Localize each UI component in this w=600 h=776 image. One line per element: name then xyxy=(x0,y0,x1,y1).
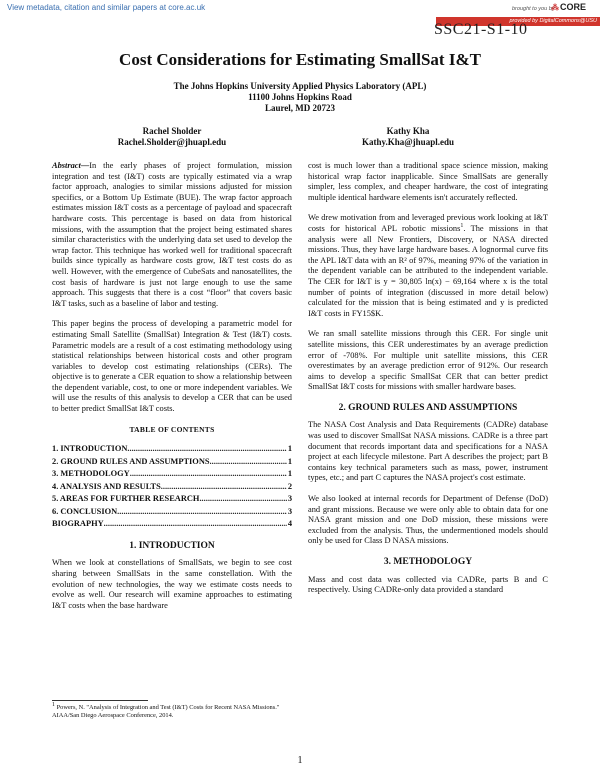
paper-title: Cost Considerations for Estimating SmallSat I&T xyxy=(119,50,481,69)
left-column xyxy=(52,161,292,621)
affiliation-street: 11100 Johns Hopkins Road xyxy=(248,92,352,102)
author-block-2 xyxy=(318,126,498,148)
paragraph: The NASA Cost Analysis and Data Requirements (CADRe) database was used to discover SmallSat NASA missions. CADRe is a three part document that records important data and specifications for a NASA project at each lifecycle milestone. Part A describes the project; part B contains key technical parameters such as mass, power, instrument types, etc.; and part C captures the NASA project's cost estimate. xyxy=(308,420,548,483)
introduction-text: When we look at constellations of SmallSats, we begin to see cost sharing between SmallSats in the same constellation. With the evolution of new technologies, the way we estimate costs needs to evolve as well. Our research will examine approaches to estimating I&T costs when the base hardware xyxy=(52,558,292,610)
toc-entry-page: 3 xyxy=(287,494,292,504)
toc-entry-label: 5. AREAS FOR FURTHER RESEARCH xyxy=(52,494,200,504)
paragraph-text: We drew motivation from and leveraged previous work looking at I&T costs for historical APL robotic missions xyxy=(308,213,548,233)
toc-title: TABLE OF CONTENTS xyxy=(129,424,215,434)
toc-entry-page: 1 xyxy=(287,444,292,454)
right-column xyxy=(308,161,548,606)
paragraph xyxy=(308,213,548,319)
toc-entry-page: 4 xyxy=(287,519,292,529)
toc-entry-page: 1 xyxy=(287,456,292,466)
toc-entry-page: 2 xyxy=(287,481,292,491)
core-logo-icon: ⁂ xyxy=(551,2,559,12)
provided-by-banner[interactable]: provided by DigitalCommons@USU xyxy=(436,17,600,26)
intro-paragraph: This paper begins the process of developing a parametric model for estimating Small Satellite (SmallSat) Integration & Test (I&T) costs. Parametric models are a result of a cost estimating methodology using statistical relationships between historical costs and other program variables to develop cost estimating relationships (CERs). The objective is to generate a CER equation to show a relationship between the dependent variable, cost, to one or more independent variables. We will use the results of this analysis to develop a CER that can be used to better predict SmallSat I&T costs. xyxy=(52,319,292,414)
toc-entry-label: 3. METHODOLOGY xyxy=(52,469,130,479)
affiliation-city: Laurel, MD 20723 xyxy=(264,103,336,113)
toc-entry[interactable] xyxy=(52,468,292,481)
toc-leader xyxy=(161,481,287,494)
toc-entry-label: 6. CONCLUSION xyxy=(52,506,118,516)
toc-entry[interactable] xyxy=(52,481,292,494)
footnote-marker: 1 xyxy=(52,701,55,708)
toc-leader xyxy=(127,443,286,456)
section-heading-ground-rules: 2. GROUND RULES AND ASSUMPTIONS xyxy=(338,402,518,413)
toc-entry[interactable] xyxy=(52,456,292,469)
core-logo-text: CORE xyxy=(560,2,587,12)
toc-entry-page: 1 xyxy=(287,469,292,479)
author-email[interactable]: Kathy.Kha@jhuapl.edu xyxy=(362,137,454,147)
paper-id: SSC21-S1-10 xyxy=(434,21,528,38)
toc-entry-label: 1. INTRODUCTION xyxy=(52,444,128,454)
paragraph-text: . The missions in that analysis were all New Frontiers, Discovery, or NASA directed missions. Thus, they have large hardware bases. A lognormal curve fits the APL I&T data with an R² of 97%, meaning 97% of the variation in the dependent variable can be attributed to the independent variable. The CER for I&T is y = 30,805 ln(x) − 69,164 where x is the total number of points of integration (discussed in more detail below) calculated for the mission that is being estimated and y is predicted I&T costs in FY15$K. xyxy=(308,223,548,318)
toc-entry[interactable] xyxy=(52,518,292,531)
toc-leader xyxy=(104,518,287,531)
abstract-text: In the early phases of project formulation, mission integration and test (I&T) costs are typically estimated via a wrap factor approach, analogies to similar missions adjusted for mission specifics, or a Bottom Up Estimate (BUE). The wrap factor approach estimates mission I&T costs as a percentage of payload and spacecraft hardware costs. This percentage is based on data from historical missions, with the assumption that the project being estimated shares similar characteristics with the underlying data set used to develop the wrap factor. This technique has worked well for traditional spacecraft builds since typically as hardware costs grow, I&T test costs do as well. However, with the emergence of CubeSats and nanosatellites, the cost basis of hardware is just not large enough to use the same approach. This suggests that there is a cost “floor” that covers basic I&T tasks, such as a baseline of labor and testing. xyxy=(52,161,292,308)
toc-entry[interactable] xyxy=(52,493,292,506)
affiliation-org: The Johns Hopkins University Applied Physics Laboratory (APL) xyxy=(173,81,427,91)
paragraph: cost is much lower than a traditional space science mission, making historical wrap factor inapplicable. Since SmallSats are generally simpler, less complex, and cheaper hardware, the cost of integrating multiple identical hardware elements isn't accurately reflected. xyxy=(308,161,548,202)
toc-entry-label: BIOGRAPHY xyxy=(52,519,104,529)
author-name: Kathy Kha xyxy=(386,126,430,136)
brought-by-text: brought to you by xyxy=(512,6,555,12)
toc-entry-page: 3 xyxy=(287,506,292,516)
toc-entry[interactable] xyxy=(52,443,292,456)
footnote-ref[interactable]: 1 xyxy=(460,223,464,230)
toc-leader xyxy=(210,456,287,469)
section-heading-methodology: 3. METHODOLOGY xyxy=(383,557,473,567)
paragraph: Mass and cost data was collected via CADRe, parts B and C respectively. Using CADRe-only data provided a standard xyxy=(308,574,548,595)
toc-entry-label: 2. GROUND RULES AND ASSUMPTIONS xyxy=(52,456,210,466)
abstract-label: Abstract— xyxy=(52,161,90,170)
paragraph: We also looked at internal records for Department of Defense (DoD) and grant missions. Because we were only able to obtain data for one NASA grant mission and one DoD mission, these missions were excluded from the analysis. Thus, the undermentioned models should only be used for Class D NASA missions. xyxy=(308,494,548,546)
toc-leader xyxy=(199,493,286,506)
footnote-text: Powers, N. "Analysis of Integration and Test (I&T) Costs for Recent NASA Missions." AIAA/San Diego Aerospace Conference, 2014. xyxy=(52,704,280,720)
core-logo[interactable] xyxy=(551,2,586,12)
affiliation xyxy=(0,81,600,114)
author-block-1 xyxy=(82,126,262,148)
table-of-contents xyxy=(52,443,292,531)
footnote-divider xyxy=(52,700,148,701)
toc-leader xyxy=(130,468,287,481)
abstract xyxy=(52,161,292,309)
metadata-link[interactable]: View metadata, citation and similar papers at core.ac.uk xyxy=(7,3,206,12)
section-heading-introduction: 1. INTRODUCTION xyxy=(129,540,215,551)
page-number: 1 xyxy=(297,755,303,766)
toc-entry[interactable] xyxy=(52,506,292,519)
toc-leader xyxy=(117,506,287,519)
author-email[interactable]: Rachel.Sholder@jhuapl.edu xyxy=(117,137,227,147)
footnote xyxy=(52,701,292,721)
paragraph: We ran small satellite missions through this CER. For single unit satellite missions, this CER underestimates by an average prediction error of -708%. For multiple unit satellite missions, this CER overestimates by an average prediction error of 912%. Our research aims to develop a specific SmallSat CER that can better predict SmallSat I&T costs for missions with smaller hardware bases. xyxy=(308,329,548,392)
author-name: Rachel Sholder xyxy=(142,126,202,136)
toc-entry-label: 4. ANALYSIS AND RESULTS xyxy=(52,481,161,491)
